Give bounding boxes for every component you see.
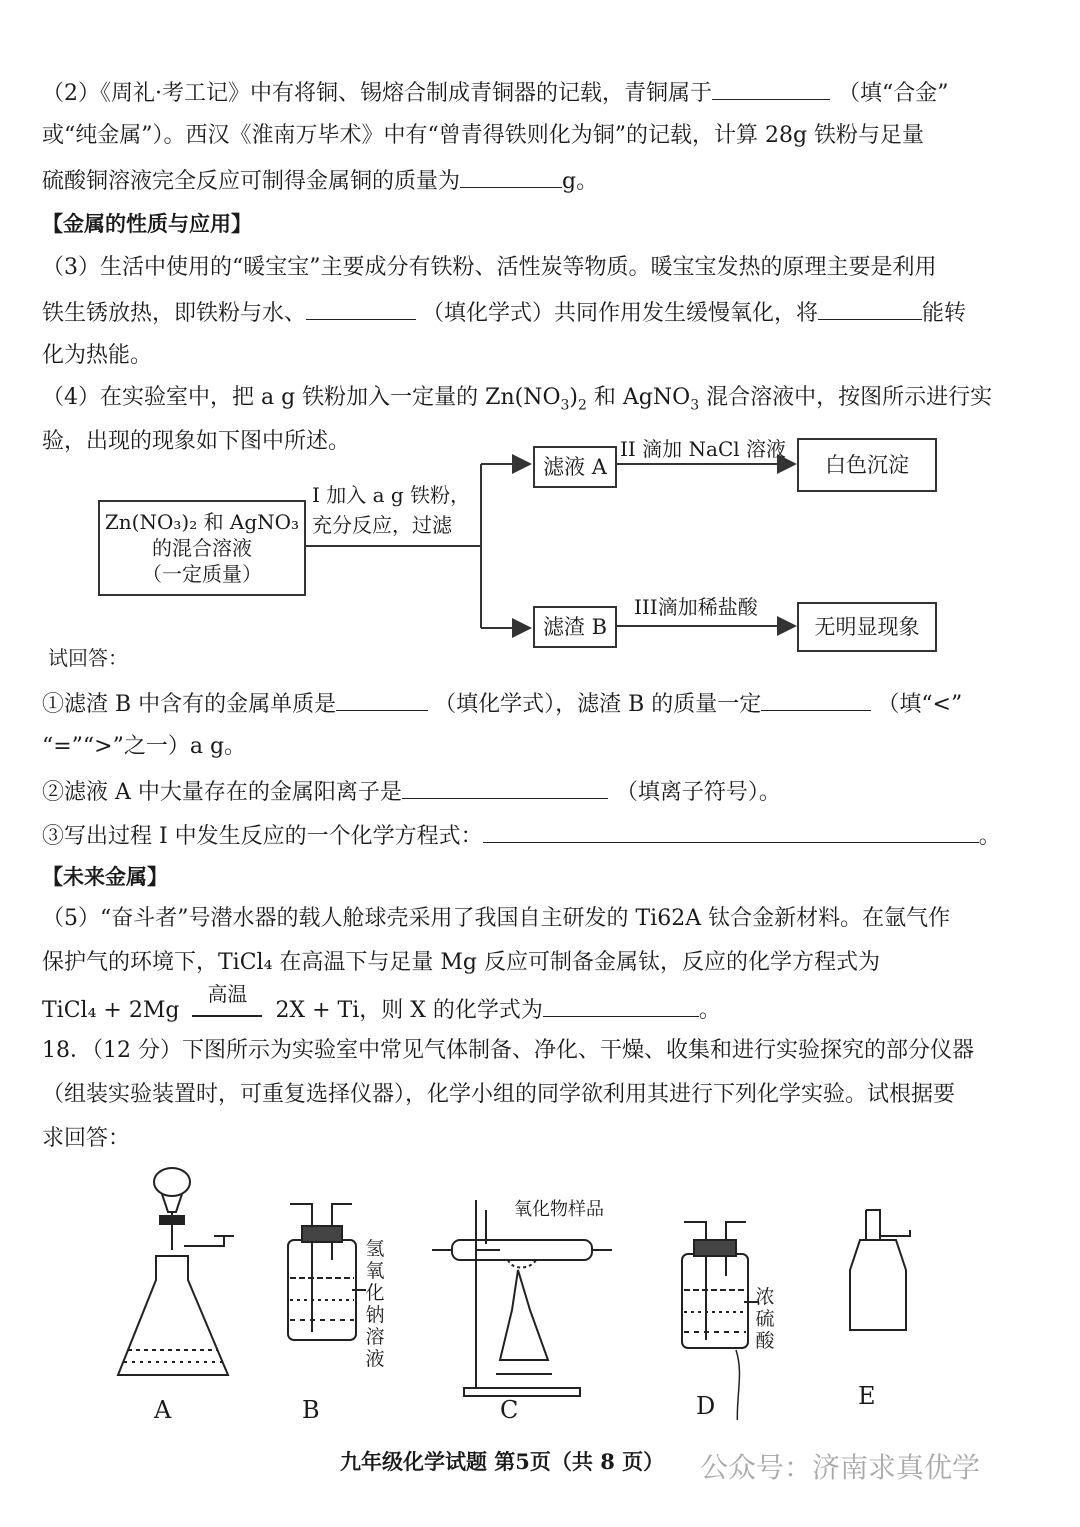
- sub1-blank-compare[interactable]: [761, 688, 871, 711]
- flow-step2-label: II 滴加 NaCl 溶液: [620, 437, 786, 461]
- section-metal-properties: 【金属的性质与应用】: [42, 211, 252, 236]
- q4-line2: 验，出现的现象如下图中所述。: [42, 429, 351, 454]
- apparatus-label-a: A: [154, 1396, 172, 1424]
- q2-blank-mass[interactable]: [460, 165, 562, 188]
- apparatus-b-reagent-label: 氢 氧 化 钠 溶 液: [365, 1238, 385, 1370]
- flow-step1-line1: I 加入 a g 铁粉，: [312, 483, 471, 507]
- q2-line2: 或“纯金属”）。西汉《淮南万毕术》中有“曾青得铁则化为铜”的记载，计算 28g 铁粉与足量: [42, 123, 925, 148]
- apparatus-d-reagent-label: 浓 硫 酸: [755, 1286, 775, 1352]
- sub1-line2: “=”“>”之一）a g。: [42, 734, 247, 759]
- q3-line1: （3）生活中使用的“暖宝宝”主要成分有铁粉、活性炭等物质。暖宝宝发热的原理主要是利用: [42, 255, 937, 280]
- flow-no-change-box: 无明显现象: [797, 602, 937, 652]
- apparatus-c-sample-label: 氧化物样品: [514, 1199, 604, 1220]
- flow-residue-b-box: 滤渣 B: [533, 606, 617, 648]
- q5-blank-x[interactable]: [543, 994, 699, 1017]
- q18-line3: 求回答：: [42, 1126, 131, 1151]
- q3-blank-energy[interactable]: [818, 297, 922, 320]
- flow-step1-line2: 充分反应，过滤: [312, 513, 452, 537]
- q5-reaction-arrow: 高温: [192, 1001, 262, 1017]
- apparatus-b-bottle: [288, 1204, 366, 1340]
- q5-line1: （5）“奋斗者”号潜水器的载人舱球壳采用了我国自主研发的 Ti62A 钛合金新材料。在氩气作: [42, 906, 951, 931]
- try-answer-label: 试回答：: [48, 646, 128, 670]
- apparatus-label-d: D: [696, 1392, 716, 1420]
- q2-line1: （2）《周礼·考工记》中有将铜、锡熔合制成青铜器的记载，青铜属于 （填“合金”: [42, 77, 949, 109]
- apparatus-label-b: B: [302, 1396, 320, 1424]
- q3-line3: 化为热能。: [42, 343, 153, 368]
- apparatus-e-bottle: [850, 1210, 910, 1330]
- sub1-blank-metals[interactable]: [336, 688, 428, 711]
- sub2-blank-ions[interactable]: [402, 776, 608, 799]
- sub3-blank-equation[interactable]: [483, 820, 979, 843]
- q18-line2: （组装实验装置时，可重复选择仪器），化学小组的同学欲利用其进行下列化学实验。试根据要: [42, 1082, 956, 1107]
- apparatus-d-bottle: [682, 1222, 758, 1420]
- q3-blank-formula[interactable]: [306, 297, 416, 320]
- q18-line1: 18．（12 分）下图所示为实验室中常见气体制备、净化、干燥、收集和进行实验探究的部分仪器: [42, 1038, 974, 1063]
- q3-line2: 铁生锈放热，即铁粉与水、 （填化学式）共同作用发生缓慢氧化，将 能转: [42, 297, 966, 329]
- watermark-text: 公众号：济南求真优学: [700, 1451, 981, 1484]
- page-footer: 九年级化学试题 第5页（共 8 页）: [340, 1449, 665, 1474]
- apparatus-label-c: C: [500, 1396, 519, 1424]
- flow-step3-label: III滴加稀盐酸: [634, 595, 758, 619]
- flow-filtrate-a-box: 滤液 A: [533, 446, 617, 488]
- apparatus-label-e: E: [858, 1382, 876, 1410]
- apparatus-a-flask: [118, 1168, 234, 1375]
- apparatus-c-tube: [432, 1200, 612, 1396]
- q2-blank-alloy[interactable]: [712, 77, 830, 100]
- q2-line3: 硫酸铜溶液完全反应可制得金属铜的质量为 g。: [42, 165, 598, 197]
- q4-line1: （4）在实验室中，把 a g 铁粉加入一定量的 $Zn(NO_3)_2$ 和 AgNO$_3$ 混合溶液中，按图所示进行实: [42, 385, 993, 414]
- q5-equation-line: TiCl₄ + 2Mg 高温 2X + Ti，则 X 的化学式为 。: [42, 982, 721, 1023]
- flow-start-box: Zn(NO₃)₂ 和 AgNO₃ 的混合溶液 （一定质量）: [98, 500, 306, 596]
- sub3-line: ③写出过程 I 中发生反应的一个化学方程式： 。: [42, 820, 1001, 852]
- section-future-metals: 【未来金属】: [42, 864, 168, 889]
- flow-white-precipitate-box: 白色沉淀: [797, 438, 937, 492]
- sub2-line: ②滤液 A 中大量存在的金属阳离子是 （填离子符号）。: [42, 776, 781, 808]
- sub1-line1: ①滤渣 B 中含有的金属单质是 （填化学式），滤渣 B 的质量一定 （填“<”: [42, 688, 962, 720]
- q5-line2: 保护气的环境下，TiCl₄ 在高温下与足量 Mg 反应可制备金属钛，反应的化学方程式为: [42, 950, 880, 975]
